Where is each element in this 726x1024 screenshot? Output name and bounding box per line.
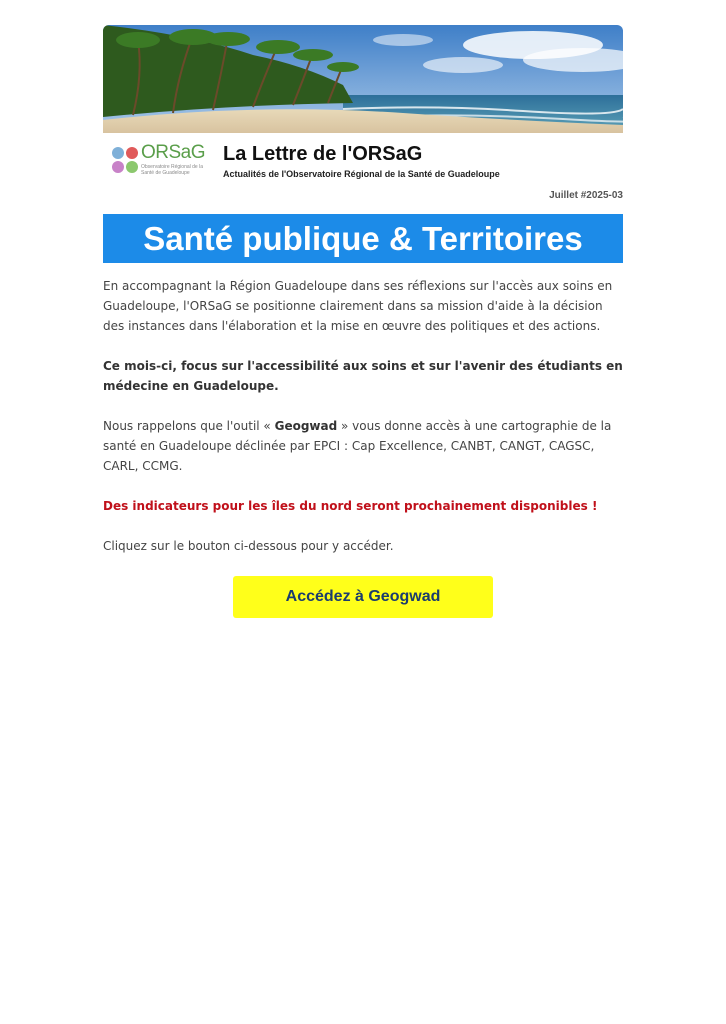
logo-name: ORSaG	[141, 142, 206, 163]
tool-text-after: » vous donne accès à une cartographie de la santé en Guadeloupe déclinée par EPCI : Cap Excellence, CANBT, CANGT, CAGSC, CARL, CCMG.	[103, 419, 612, 473]
cta-container	[103, 576, 623, 618]
intro-paragraph: En accompagnant la Région Guadeloupe dans ses réflexions sur l'accès aux soins en Guadeloupe, l'ORSaG se positionne clairement dans sa mission d'aide à la décision des instances dans l'élaboration et la mise en œuvre des politiques et des actions.	[103, 279, 613, 333]
newsletter-subtitle: Actualités de l'Observatoire Régional de la Santé de Guadeloupe	[223, 169, 500, 179]
newsletter	[103, 25, 623, 618]
access-geogwad-button[interactable]: Accédez à Geogwad	[233, 576, 493, 618]
article-body	[103, 276, 623, 556]
beach-illustration	[103, 25, 623, 133]
focus-paragraph: Ce mois-ci, focus sur l'accessibilité aux soins et sur l'avenir des étudiants en médecine en Guadeloupe.	[103, 359, 623, 393]
tool-paragraph	[103, 416, 623, 476]
instruction-paragraph: Cliquez sur le bouton ci-dessous pour y accéder.	[103, 539, 394, 553]
banner-image	[103, 25, 623, 133]
logo-circles-icon	[111, 146, 139, 174]
orsag-logo	[111, 142, 211, 178]
newsletter-title: La Lettre de l'ORSaG	[223, 143, 423, 165]
issue-number: Juillet #2025-03	[549, 190, 623, 201]
tool-name: Geogwad	[274, 419, 338, 433]
tool-text-before: Nous rappelons que l'outil «	[103, 419, 275, 433]
section-title: Santé publique & Territoires	[103, 214, 623, 263]
logo-subtitle: Observatoire Régional de la Santé de Guadeloupe	[141, 164, 203, 176]
masthead	[103, 139, 623, 189]
announcement-paragraph: Des indicateurs pour les îles du nord seront prochainement disponibles !	[103, 499, 598, 513]
